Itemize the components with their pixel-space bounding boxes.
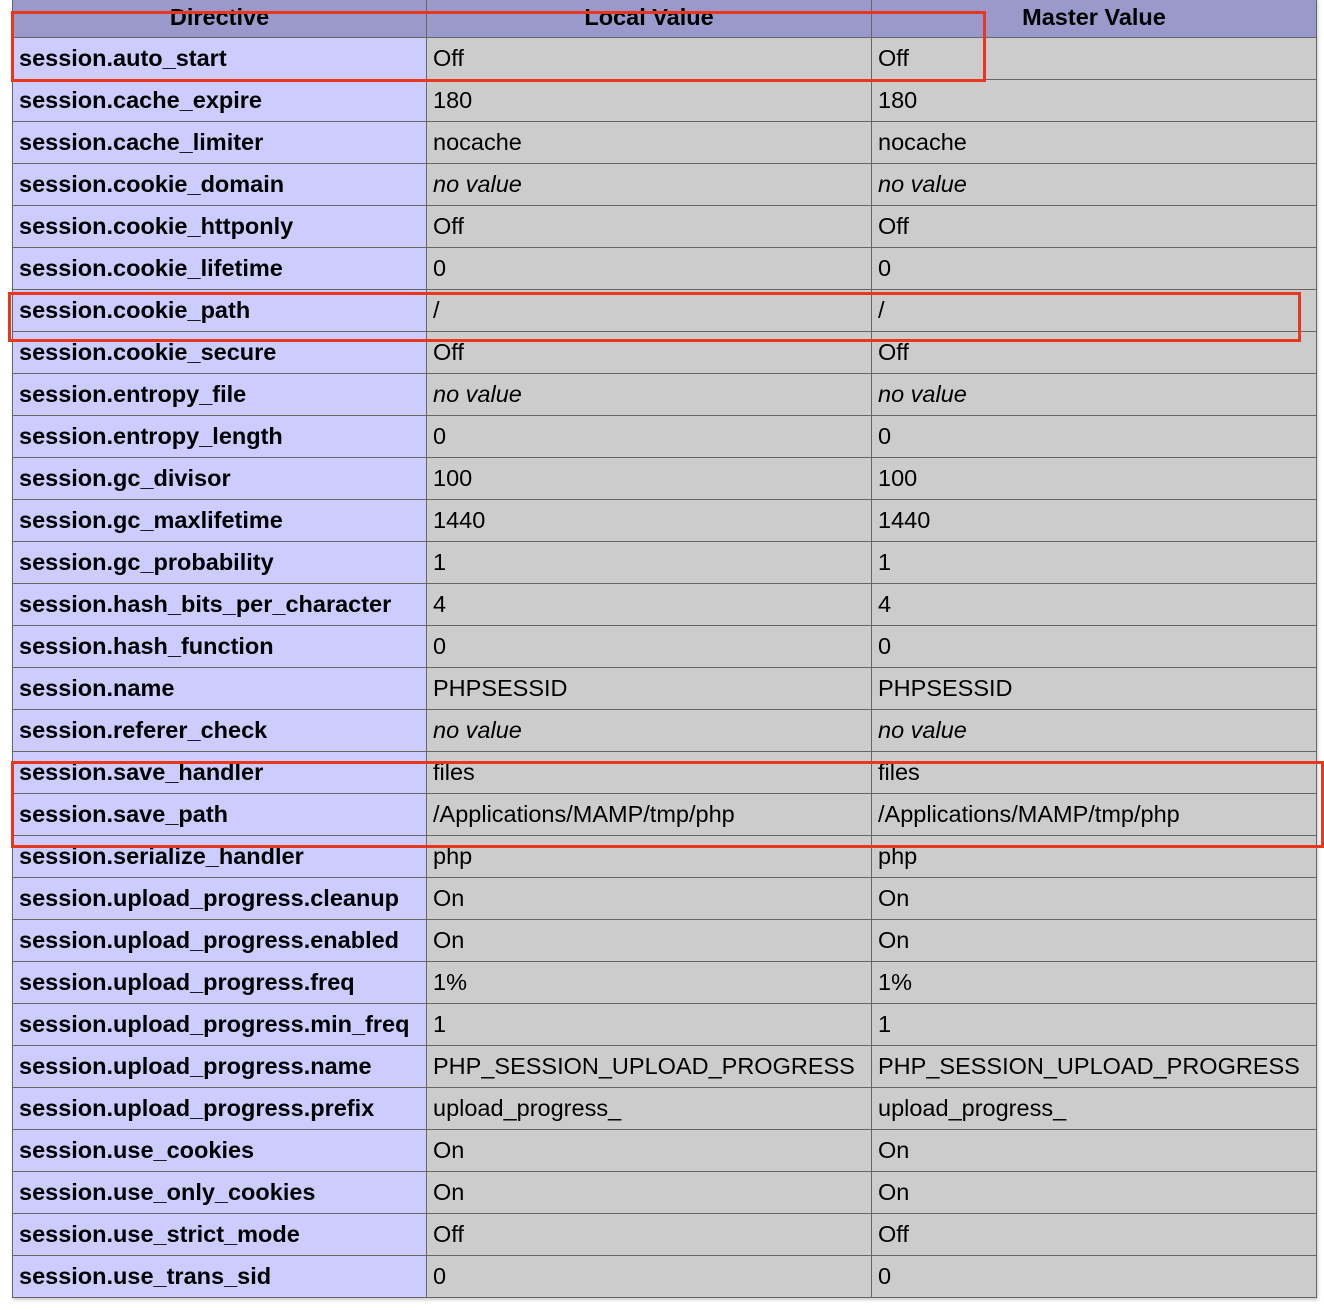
table-row: [13, 1256, 1317, 1298]
local-value-cell: 1: [427, 1004, 872, 1046]
master-value-cell: /Applications/MAMP/tmp/php: [872, 794, 1317, 836]
directive-cell: session.upload_progress.name: [13, 1046, 427, 1088]
local-value-cell: Off: [427, 38, 872, 80]
local-value-cell: 0: [427, 626, 872, 668]
master-value-cell: no value: [872, 710, 1317, 752]
local-value-cell: files: [427, 752, 872, 794]
directive-cell: session.gc_divisor: [13, 458, 427, 500]
directive-cell: session.cookie_secure: [13, 332, 427, 374]
master-value-cell: On: [872, 878, 1317, 920]
master-value-cell: 1: [872, 542, 1317, 584]
master-value-cell: Off: [872, 38, 1317, 80]
local-value-cell: Off: [427, 332, 872, 374]
directive-cell: session.gc_maxlifetime: [13, 500, 427, 542]
table-row: [13, 290, 1317, 332]
table-row: [13, 962, 1317, 1004]
table-row: [13, 542, 1317, 584]
table-row: [13, 122, 1317, 164]
table-row: [13, 1046, 1317, 1088]
local-value-cell: upload_progress_: [427, 1088, 872, 1130]
directive-cell: session.save_path: [13, 794, 427, 836]
master-value-cell: 1440: [872, 500, 1317, 542]
table-row: [13, 668, 1317, 710]
master-value-cell: On: [872, 920, 1317, 962]
session-directives-table: [12, 0, 1317, 1298]
local-value-cell: On: [427, 878, 872, 920]
local-value-cell: 1: [427, 542, 872, 584]
header-local-value: Local Value: [427, 0, 872, 38]
directive-cell: session.referer_check: [13, 710, 427, 752]
local-value-cell: 0: [427, 1256, 872, 1298]
directive-cell: session.upload_progress.cleanup: [13, 878, 427, 920]
local-value-cell: 100: [427, 458, 872, 500]
master-value-cell: PHPSESSID: [872, 668, 1317, 710]
local-value-cell: nocache: [427, 122, 872, 164]
table-row: [13, 458, 1317, 500]
table-body: [13, 38, 1317, 1298]
directive-cell: session.save_handler: [13, 752, 427, 794]
directive-cell: session.serialize_handler: [13, 836, 427, 878]
table-row: [13, 752, 1317, 794]
directive-cell: session.use_cookies: [13, 1130, 427, 1172]
directive-cell: session.auto_start: [13, 38, 427, 80]
local-value-cell: /Applications/MAMP/tmp/php: [427, 794, 872, 836]
table-row: [13, 1214, 1317, 1256]
directive-cell: session.name: [13, 668, 427, 710]
master-value-cell: 4: [872, 584, 1317, 626]
table-row: [13, 710, 1317, 752]
master-value-cell: files: [872, 752, 1317, 794]
local-value-cell: 0: [427, 248, 872, 290]
directive-cell: session.use_only_cookies: [13, 1172, 427, 1214]
directive-cell: session.cookie_httponly: [13, 206, 427, 248]
master-value-cell: upload_progress_: [872, 1088, 1317, 1130]
master-value-cell: Off: [872, 1214, 1317, 1256]
directive-cell: session.hash_function: [13, 626, 427, 668]
master-value-cell: Off: [872, 332, 1317, 374]
table-row: [13, 332, 1317, 374]
directive-cell: session.cache_limiter: [13, 122, 427, 164]
header-directive: Directive: [13, 0, 427, 38]
master-value-cell: 0: [872, 248, 1317, 290]
master-value-cell: 0: [872, 416, 1317, 458]
table-row: [13, 584, 1317, 626]
directive-cell: session.gc_probability: [13, 542, 427, 584]
table-row: [13, 80, 1317, 122]
local-value-cell: no value: [427, 710, 872, 752]
master-value-cell: 0: [872, 626, 1317, 668]
directive-cell: session.entropy_length: [13, 416, 427, 458]
directive-cell: session.cookie_lifetime: [13, 248, 427, 290]
table-row: [13, 794, 1317, 836]
table-row: [13, 248, 1317, 290]
local-value-cell: PHPSESSID: [427, 668, 872, 710]
header-master-value: Master Value: [872, 0, 1317, 38]
directive-cell: session.use_trans_sid: [13, 1256, 427, 1298]
directive-cell: session.upload_progress.freq: [13, 962, 427, 1004]
local-value-cell: /: [427, 290, 872, 332]
directive-cell: session.entropy_file: [13, 374, 427, 416]
directive-cell: session.cookie_path: [13, 290, 427, 332]
table-row: [13, 374, 1317, 416]
master-value-cell: 180: [872, 80, 1317, 122]
master-value-cell: 1: [872, 1004, 1317, 1046]
table-row: [13, 38, 1317, 80]
local-value-cell: PHP_SESSION_UPLOAD_PROGRESS: [427, 1046, 872, 1088]
table-row: [13, 1172, 1317, 1214]
table-row: [13, 206, 1317, 248]
master-value-cell: On: [872, 1172, 1317, 1214]
directive-cell: session.cookie_domain: [13, 164, 427, 206]
local-value-cell: On: [427, 1130, 872, 1172]
local-value-cell: Off: [427, 206, 872, 248]
table-row: [13, 1004, 1317, 1046]
master-value-cell: Off: [872, 206, 1317, 248]
local-value-cell: 1%: [427, 962, 872, 1004]
directive-cell: session.upload_progress.enabled: [13, 920, 427, 962]
local-value-cell: 4: [427, 584, 872, 626]
table-row: [13, 500, 1317, 542]
local-value-cell: no value: [427, 164, 872, 206]
table-row: [13, 1130, 1317, 1172]
master-value-cell: 0: [872, 1256, 1317, 1298]
local-value-cell: On: [427, 1172, 872, 1214]
table-header-row: [13, 0, 1317, 38]
master-value-cell: php: [872, 836, 1317, 878]
master-value-cell: no value: [872, 164, 1317, 206]
table-row: [13, 626, 1317, 668]
master-value-cell: On: [872, 1130, 1317, 1172]
table-row: [13, 1088, 1317, 1130]
local-value-cell: On: [427, 920, 872, 962]
table-row: [13, 164, 1317, 206]
master-value-cell: no value: [872, 374, 1317, 416]
master-value-cell: 100: [872, 458, 1317, 500]
local-value-cell: 1440: [427, 500, 872, 542]
master-value-cell: nocache: [872, 122, 1317, 164]
table-row: [13, 836, 1317, 878]
local-value-cell: 180: [427, 80, 872, 122]
local-value-cell: php: [427, 836, 872, 878]
local-value-cell: 0: [427, 416, 872, 458]
directive-cell: session.upload_progress.prefix: [13, 1088, 427, 1130]
local-value-cell: no value: [427, 374, 872, 416]
directive-cell: session.hash_bits_per_character: [13, 584, 427, 626]
directive-cell: session.upload_progress.min_freq: [13, 1004, 427, 1046]
master-value-cell: 1%: [872, 962, 1317, 1004]
table-row: [13, 878, 1317, 920]
local-value-cell: Off: [427, 1214, 872, 1256]
directive-cell: session.cache_expire: [13, 80, 427, 122]
table-row: [13, 416, 1317, 458]
table-row: [13, 920, 1317, 962]
master-value-cell: PHP_SESSION_UPLOAD_PROGRESS: [872, 1046, 1317, 1088]
directive-cell: session.use_strict_mode: [13, 1214, 427, 1256]
master-value-cell: /: [872, 290, 1317, 332]
